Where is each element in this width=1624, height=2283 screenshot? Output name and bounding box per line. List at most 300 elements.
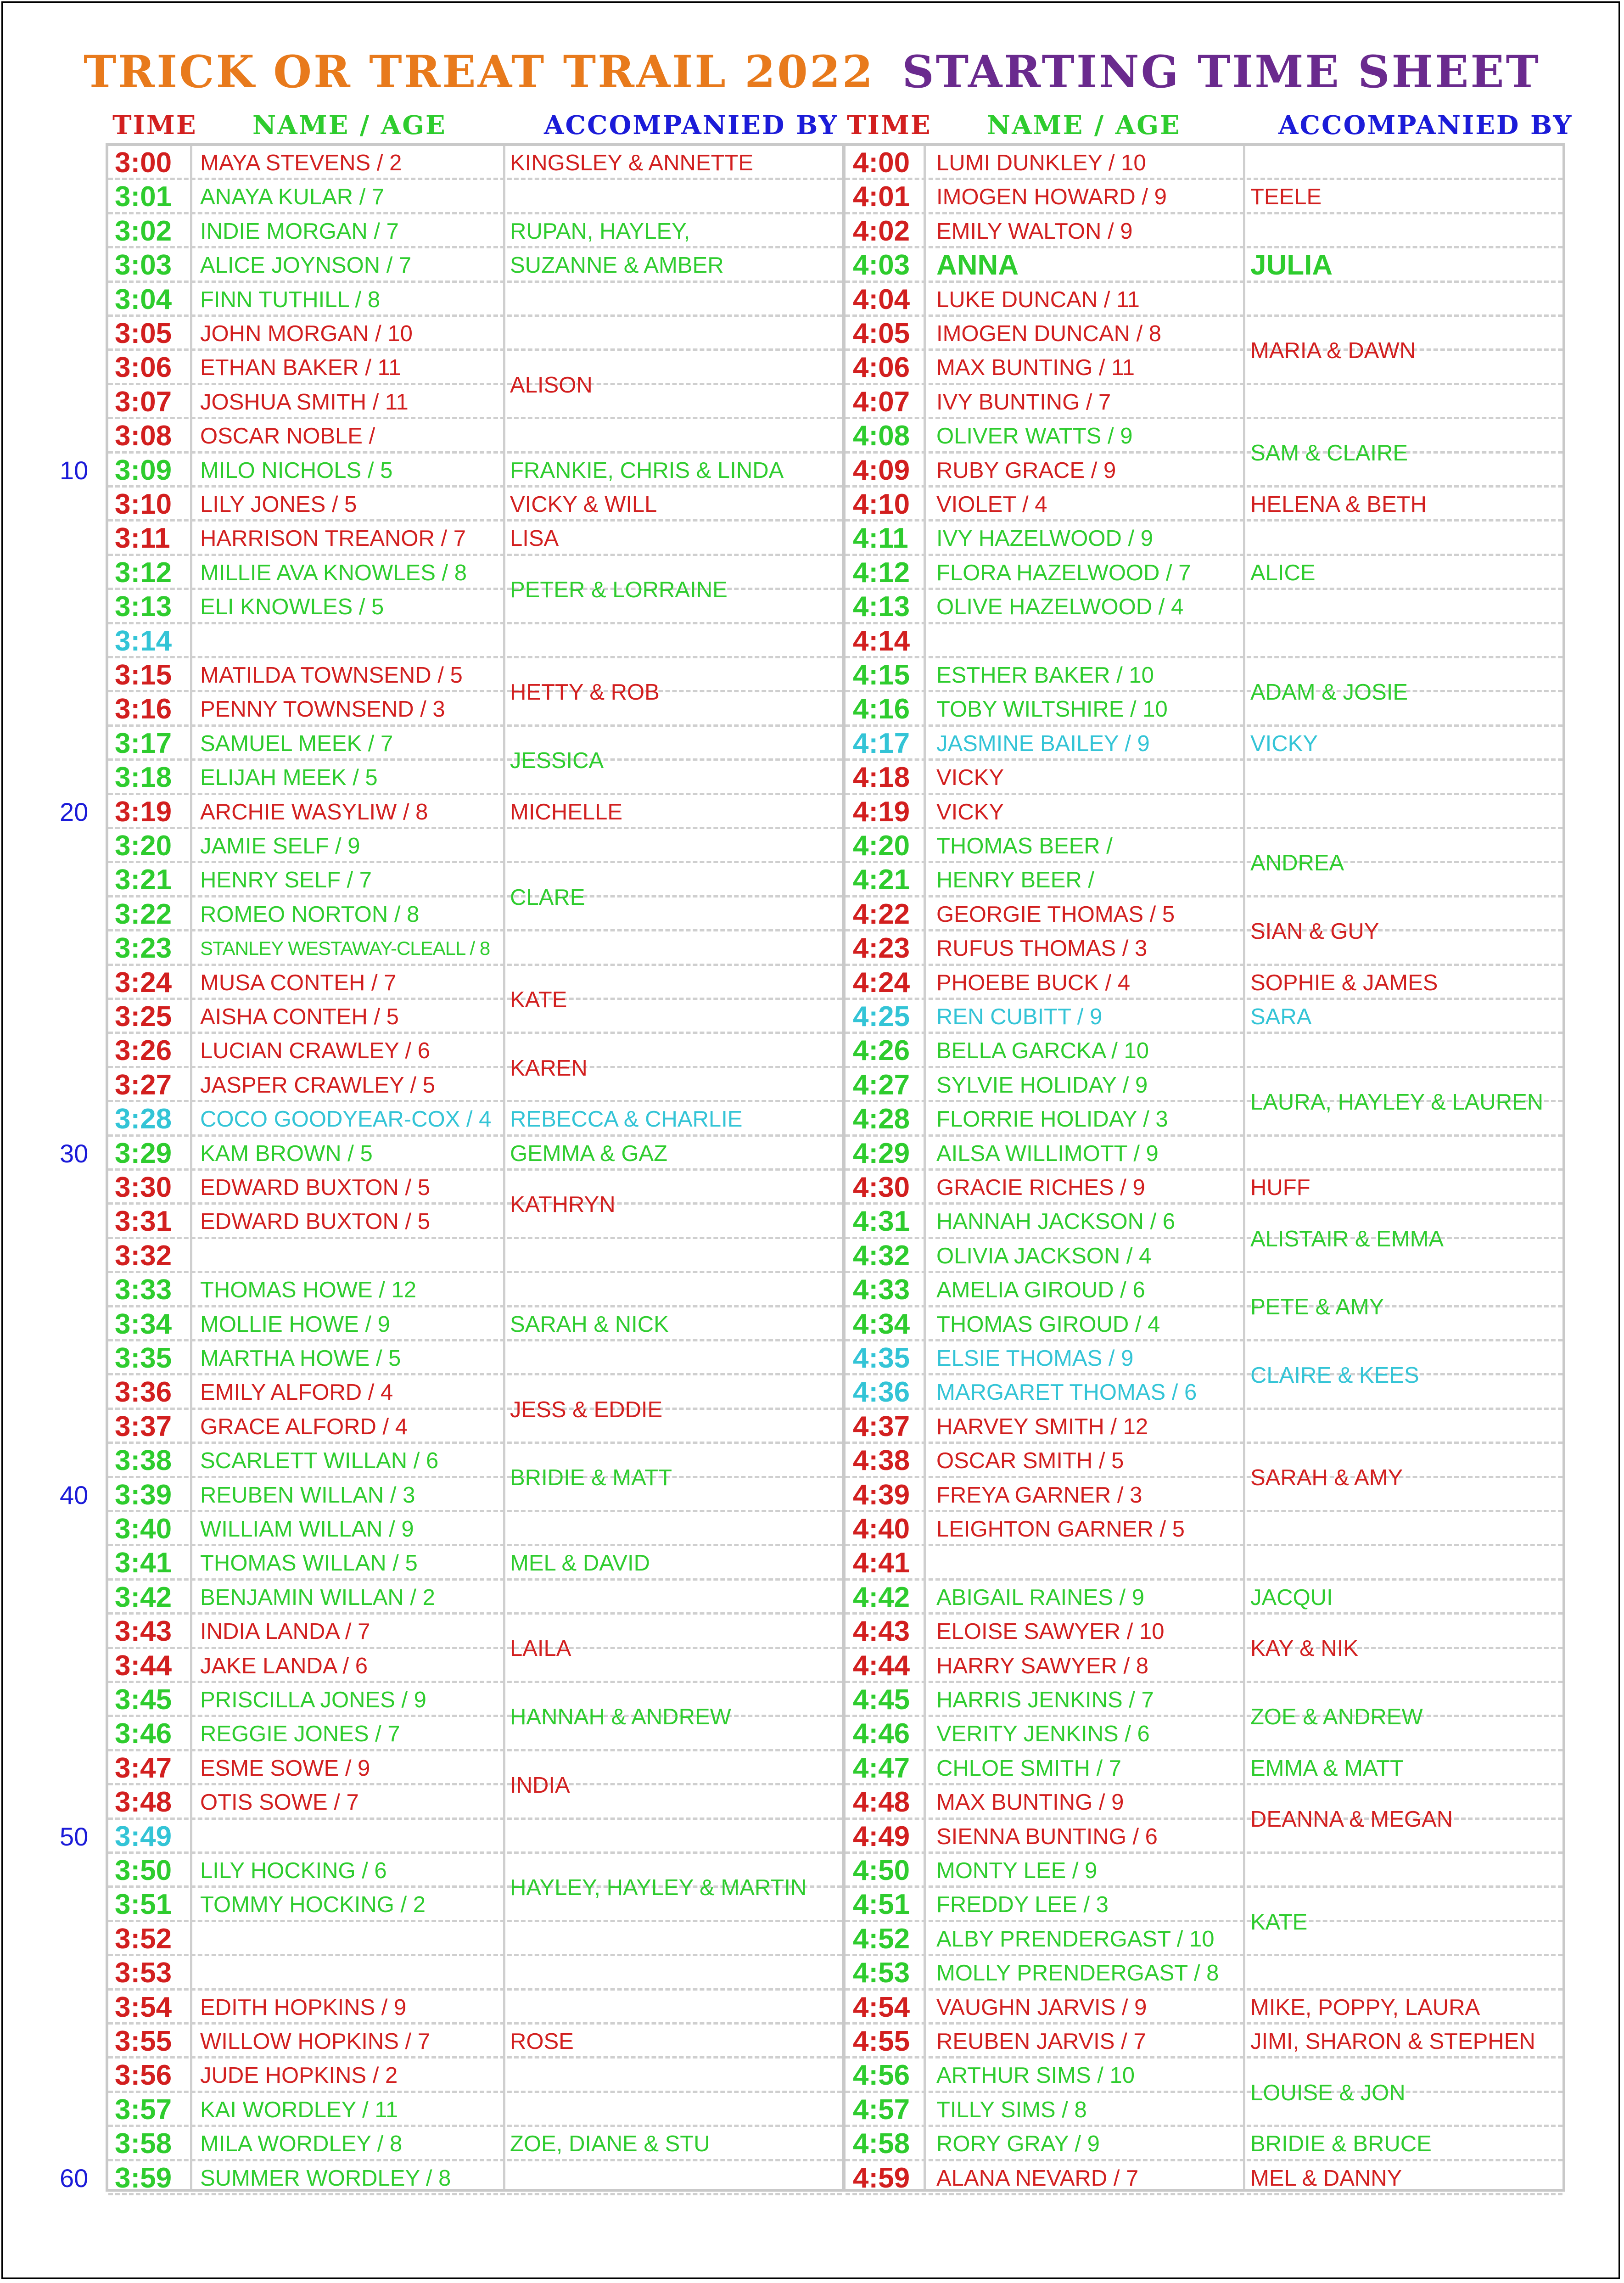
slot-time: 4:11 [853, 522, 908, 555]
slot-time: 3:44 [115, 1649, 172, 1682]
accompanied-by: KATE [1250, 1909, 1308, 1935]
child-name-age: HARRISON TREANOR / 7 [200, 526, 466, 551]
child-name-age: ARTHUR SIMS / 10 [936, 2063, 1135, 2088]
slot-time: 3:37 [115, 1410, 172, 1442]
child-name-age: BELLA GARCKA / 10 [936, 1038, 1149, 1064]
header-time-left: TIME [112, 110, 197, 140]
slot-time: 4:24 [853, 966, 910, 998]
slot-time: 4:54 [853, 1991, 910, 2023]
slot-time: 4:47 [853, 1752, 910, 1784]
accompanied-by: BRIDIE & BRUCE [1250, 2132, 1432, 2157]
slot-time: 3:29 [115, 1137, 172, 1169]
row-number: 10 [60, 455, 89, 485]
slot-time: 4:34 [853, 1308, 910, 1340]
accompanied-by: MEL & DAVID [510, 1551, 650, 1576]
child-name-age: GRACE ALFORD / 4 [200, 1414, 408, 1439]
accompanied-by: SARAH & NICK [510, 1312, 669, 1337]
accompanied-by: PETE & AMY [1250, 1295, 1384, 1320]
accompanied-by: PETER & LORRAINE [510, 578, 728, 602]
child-name-age: HENRY SELF / 7 [200, 868, 372, 893]
accompanied-by: FRANKIE, CHRIS & LINDA [510, 458, 784, 483]
slot-time: 3:31 [115, 1206, 172, 1238]
accompanied-by: ALICE [1250, 560, 1316, 585]
slot-time: 4:45 [853, 1684, 910, 1716]
slot-time: 4:48 [853, 1786, 910, 1818]
child-name-age: ETHAN BAKER / 11 [200, 355, 401, 381]
child-name-age: ELSIE THOMAS / 9 [936, 1346, 1134, 1371]
child-name-age: MOLLY PRENDERGAST / 8 [936, 1961, 1219, 1986]
slot-time: 4:49 [853, 1820, 910, 1852]
child-name-age: PRISCILLA JONES / 9 [200, 1688, 426, 1712]
slot-time: 4:50 [853, 1855, 910, 1886]
slot-time: 4:16 [853, 693, 910, 725]
accompanied-by: DEANNA & MEGAN [1250, 1807, 1453, 1832]
slot-time: 3:58 [115, 2128, 172, 2160]
header-accompanied-right: ACCOMPANIED BY [1278, 110, 1573, 140]
child-name-age: OLIVIA JACKSON / 4 [936, 1243, 1152, 1268]
slot-time: 4:33 [853, 1274, 910, 1306]
accompanied-by: HETTY & ROB [510, 680, 660, 705]
accompanied-by: HELENA & BETH [1250, 492, 1427, 517]
accompanied-by: KATE [510, 987, 567, 1012]
child-name-age: LILY JONES / 5 [200, 492, 357, 517]
slot-time: 4:35 [853, 1342, 910, 1374]
accompanied-by: JESS & EDDIE [510, 1397, 663, 1422]
child-name-age: ELOISE SAWYER / 10 [936, 1619, 1165, 1644]
child-name-age: IVY BUNTING / 7 [936, 389, 1111, 415]
slot-time: 4:19 [853, 796, 910, 828]
child-name-age: EDITH HOPKINS / 9 [200, 1995, 407, 2020]
slot-time: 3:49 [115, 1820, 172, 1852]
slot-time: 4:51 [853, 1889, 910, 1921]
child-name-age: OLIVER WATTS / 9 [936, 424, 1133, 449]
child-name-age: VAUGHN JARVIS / 9 [936, 1995, 1147, 2020]
accompanied-by: KAY & NIK [1250, 1636, 1359, 1661]
accompanied-by: KINGSLEY & ANNETTE [510, 151, 754, 175]
child-name-age: STANLEY WESTAWAY-CLEALL / 8 [200, 937, 490, 959]
child-name-age: EDWARD BUXTON / 5 [200, 1209, 430, 1234]
accompanied-by: CLAIRE & KEES [1250, 1363, 1419, 1388]
slot-time: 4:57 [853, 2093, 910, 2126]
slot-time: 3:52 [115, 1923, 172, 1955]
accompanied-by: LAILA [510, 1636, 571, 1661]
slot-time: 3:27 [115, 1069, 172, 1101]
slot-time: 4:18 [853, 762, 910, 794]
child-name-age: JASPER CRAWLEY / 5 [200, 1072, 435, 1098]
table-row [108, 1820, 842, 1854]
child-name-age: EDWARD BUXTON / 5 [200, 1175, 430, 1200]
child-name-age: FREYA GARNER / 3 [936, 1482, 1142, 1508]
child-name-age: LUCIAN CRAWLEY / 6 [200, 1038, 431, 1064]
slot-time: 3:42 [115, 1581, 172, 1613]
accompanied-by: GEMMA & GAZ [510, 1141, 668, 1166]
child-name-age: ELIJAH MEEK / 5 [200, 765, 378, 791]
slot-time: 4:56 [853, 2059, 910, 2092]
slot-time: 3:05 [115, 318, 172, 349]
child-name-age: SCARLETT WILLAN / 6 [200, 1448, 439, 1474]
child-name-age: FLORA HAZELWOOD / 7 [936, 560, 1191, 585]
slot-time: 3:47 [115, 1752, 172, 1784]
slot-time: 3:21 [115, 864, 172, 896]
slot-time: 4:21 [853, 864, 910, 896]
slot-time: 3:11 [115, 522, 170, 555]
child-name-age: HARVEY SMITH / 12 [936, 1414, 1148, 1439]
accompanied-by: TEELE [1250, 185, 1322, 210]
slot-time: 4:05 [853, 318, 910, 349]
slot-time: 4:09 [853, 454, 910, 486]
left-schedule-table [106, 143, 845, 2192]
accompanied-by: LISA [510, 526, 559, 551]
right-schedule-table [843, 143, 1565, 2192]
child-name-age: ALBY PRENDERGAST / 10 [936, 1926, 1215, 1952]
slot-time: 3:14 [115, 625, 172, 657]
child-name-age: OTIS SOWE / 7 [200, 1790, 359, 1815]
child-name-age: MATILDA TOWNSEND / 5 [200, 663, 463, 688]
accompanied-by: SOPHIE & JAMES [1250, 970, 1438, 995]
slot-time: 3:39 [115, 1479, 172, 1511]
row-number: 40 [60, 1480, 89, 1509]
slot-time: 3:50 [115, 1855, 172, 1886]
table-row [108, 624, 842, 658]
child-name-age: MAX BUNTING / 11 [936, 355, 1135, 381]
slot-time: 3:10 [115, 488, 172, 520]
slot-time: 4:15 [853, 659, 910, 691]
slot-time: 4:38 [853, 1445, 910, 1477]
slot-time: 4:31 [853, 1206, 910, 1238]
child-name-age: WILLOW HOPKINS / 7 [200, 2029, 430, 2054]
slot-time: 3:41 [115, 1547, 172, 1579]
row-number: 50 [60, 1822, 89, 1851]
title-part-1: TRICK OR TREAT TRAIL 2022 [83, 46, 875, 98]
child-name-age: INDIE MORGAN / 7 [200, 219, 399, 244]
accompanied-by: RUPAN, HAYLEY, [510, 219, 690, 244]
child-name-age: TILLY SIMS / 8 [936, 2097, 1087, 2122]
slot-time: 3:09 [115, 454, 172, 486]
child-name-age: JAKE LANDA / 6 [200, 1653, 368, 1678]
slot-time: 3:55 [115, 2025, 172, 2057]
child-name-age: ROMEO NORTON / 8 [200, 902, 420, 927]
accompanied-by: SAM & CLAIRE [1250, 441, 1408, 466]
slot-time: 3:16 [115, 693, 172, 725]
slot-time: 3:32 [115, 1240, 172, 1272]
child-name-age: PHOEBE BUCK / 4 [936, 970, 1131, 995]
child-name-age: ANAYA KULAR / 7 [200, 185, 385, 210]
accompanied-by: MARIA & DAWN [1250, 338, 1416, 364]
child-name-age: COCO GOODYEAR-COX / 4 [200, 1107, 492, 1132]
slot-time: 4:39 [853, 1479, 910, 1511]
slot-time: 4:27 [853, 1069, 910, 1101]
child-name-age: LILY HOCKING / 6 [200, 1858, 387, 1883]
child-name-age: REUBEN JARVIS / 7 [936, 2029, 1146, 2054]
accompanied-by: VICKY [1250, 731, 1318, 756]
accompanied-by: SARA [1250, 1004, 1312, 1029]
slot-time: 3:57 [115, 2093, 172, 2126]
slot-time: 3:45 [115, 1684, 172, 1716]
slot-time: 3:56 [115, 2059, 172, 2092]
accompanied-by: EMMA & MATT [1250, 1756, 1404, 1781]
slot-time: 4:12 [853, 556, 910, 589]
slot-time: 4:25 [853, 1001, 910, 1032]
slot-time: 3:15 [115, 659, 172, 691]
slot-time: 3:59 [115, 2162, 172, 2194]
accompanied-by: KATHRYN [510, 1192, 616, 1217]
header-name-right: NAME / AGE [987, 110, 1181, 140]
child-name-age: KAM BROWN / 5 [200, 1141, 373, 1166]
slot-time: 4:02 [853, 215, 910, 247]
slot-time: 3:01 [115, 181, 172, 213]
child-name-age: THOMAS HOWE / 12 [200, 1278, 417, 1303]
slot-time: 4:52 [853, 1923, 910, 1955]
child-name-age: MAX BUNTING / 9 [936, 1790, 1124, 1815]
slot-time: 3:13 [115, 591, 172, 623]
child-name-age: REGGIE JONES / 7 [200, 1722, 400, 1747]
child-name-age: HENRY BEER / [936, 868, 1095, 893]
child-name-age: SYLVIE HOLIDAY / 9 [936, 1072, 1148, 1098]
accompanied-by: ADAM & JOSIE [1250, 680, 1408, 705]
child-name-age: MOLLIE HOWE / 9 [200, 1312, 390, 1337]
accompanied-by: ZOE & ANDREW [1250, 1705, 1423, 1730]
child-name-age: MONTY LEE / 9 [936, 1858, 1098, 1883]
table-row [846, 624, 1562, 658]
slot-time: 4:46 [853, 1718, 910, 1750]
child-name-age: HANNAH JACKSON / 6 [936, 1209, 1176, 1234]
child-name-age: RORY GRAY / 9 [936, 2132, 1100, 2157]
accompanied-by: LAURA, HAYLEY & LAUREN [1250, 1090, 1544, 1115]
slot-time: 3:17 [115, 727, 172, 759]
slot-time: 3:30 [115, 1172, 172, 1203]
slot-time: 4:14 [853, 625, 910, 657]
child-name-age: EMILY ALFORD / 4 [200, 1380, 393, 1405]
slot-time: 3:35 [115, 1342, 172, 1374]
child-name-age: IMOGEN DUNCAN / 8 [936, 321, 1162, 346]
header-time-right: TIME [847, 110, 932, 140]
slot-time: 4:23 [853, 932, 910, 965]
child-name-age: LUMI DUNKLEY / 10 [936, 151, 1146, 175]
slot-time: 3:07 [115, 386, 172, 418]
slot-time: 3:06 [115, 352, 172, 384]
child-name-age: ELI KNOWLES / 5 [200, 595, 384, 620]
slot-time: 4:01 [853, 181, 910, 213]
slot-time: 3:46 [115, 1718, 172, 1750]
child-name-age: MUSA CONTEH / 7 [200, 970, 397, 995]
child-name-age: VERITY JENKINS / 6 [936, 1722, 1150, 1747]
child-name-age: HARRIS JENKINS / 7 [936, 1688, 1154, 1712]
slot-time: 3:33 [115, 1274, 172, 1306]
slot-time: 3:43 [115, 1615, 172, 1648]
child-name-age: TOBY WILTSHIRE / 10 [936, 697, 1168, 722]
slot-time: 3:18 [115, 762, 172, 794]
slot-time: 4:58 [853, 2128, 910, 2160]
slot-time: 3:25 [115, 1001, 172, 1032]
slot-time: 4:29 [853, 1137, 910, 1169]
child-name-age: THOMAS BEER / [936, 834, 1113, 858]
child-name-age: ANNA [936, 249, 1019, 281]
child-name-age: FINN TUTHILL / 8 [200, 287, 381, 312]
child-name-age: HARRY SAWYER / 8 [936, 1653, 1149, 1678]
slot-time: 4:42 [853, 1581, 910, 1613]
row-number: 20 [60, 797, 89, 826]
accompanied-by: JACQUI [1250, 1585, 1333, 1610]
page-title [0, 46, 1624, 98]
child-name-age: LUKE DUNCAN / 11 [936, 287, 1140, 312]
child-name-age: AMELIA GIROUD / 6 [936, 1278, 1145, 1303]
slot-time: 3:03 [115, 249, 172, 281]
slot-time: 3:02 [115, 215, 172, 247]
child-name-age: JOHN MORGAN / 10 [200, 321, 413, 346]
accompanied-by: JIMI, SHARON & STEPHEN [1250, 2029, 1535, 2054]
child-name-age: THOMAS WILLAN / 5 [200, 1551, 418, 1576]
slot-time: 3:08 [115, 420, 172, 452]
child-name-age: RUBY GRACE / 9 [936, 458, 1116, 483]
child-name-age: MARGARET THOMAS / 6 [936, 1380, 1197, 1405]
accompanied-by: INDIA [510, 1773, 570, 1798]
slot-time: 4:53 [853, 1957, 910, 1989]
child-name-age: TOMMY HOCKING / 2 [200, 1892, 426, 1918]
slot-time: 3:00 [115, 147, 172, 179]
slot-time: 3:19 [115, 796, 172, 828]
accompanied-by: VICKY & WILL [510, 492, 657, 517]
child-name-age: JOSHUA SMITH / 11 [200, 389, 409, 415]
slot-time: 3:24 [115, 966, 172, 998]
slot-time: 3:12 [115, 556, 172, 589]
child-name-age: LEIGHTON GARNER / 5 [936, 1517, 1185, 1542]
child-name-age: REN CUBITT / 9 [936, 1004, 1103, 1029]
slot-time: 4:13 [853, 591, 910, 623]
child-name-age: OSCAR NOBLE / [200, 424, 375, 449]
accompanied-by: SUZANNE & AMBER [510, 253, 724, 278]
slot-time: 4:08 [853, 420, 910, 452]
child-name-age: RUFUS THOMAS / 3 [936, 936, 1148, 961]
child-name-age: ESME SOWE / 9 [200, 1756, 370, 1781]
slot-time: 4:37 [853, 1410, 910, 1442]
child-name-age: SIENNA BUNTING / 6 [936, 1824, 1158, 1849]
row-number: 30 [60, 1139, 89, 1168]
accompanied-by: JESSICA [510, 748, 604, 773]
child-name-age: AILSA WILLIMOTT / 9 [936, 1141, 1159, 1166]
child-name-age: BENJAMIN WILLAN / 2 [200, 1585, 435, 1610]
slot-time: 3:34 [115, 1308, 172, 1340]
child-name-age: ALANA NEVARD / 7 [936, 2165, 1139, 2191]
accompanied-by: HAYLEY, HAYLEY & MARTIN [510, 1875, 807, 1901]
slot-time: 4:04 [853, 283, 910, 315]
child-name-age: IMOGEN HOWARD / 9 [936, 185, 1167, 210]
slot-time: 4:32 [853, 1240, 910, 1272]
accompanied-by: JULIA [1250, 249, 1333, 281]
slot-time: 3:23 [115, 932, 172, 965]
child-name-age: JUDE HOPKINS / 2 [200, 2063, 398, 2088]
accompanied-by: ALISON [510, 372, 593, 398]
slot-time: 3:22 [115, 898, 172, 930]
child-name-age: REUBEN WILLAN / 3 [200, 1482, 415, 1508]
accompanied-by: HANNAH & ANDREW [510, 1705, 731, 1730]
child-name-age: WILLIAM WILLAN / 9 [200, 1517, 414, 1542]
child-name-age: MARTHA HOWE / 5 [200, 1346, 401, 1371]
slot-time: 4:55 [853, 2025, 910, 2057]
slot-time: 3:20 [115, 830, 172, 862]
child-name-age: KAI WORDLEY / 11 [200, 2097, 398, 2122]
child-name-age: MAYA STEVENS / 2 [200, 151, 402, 175]
table-row [108, 1239, 842, 1273]
child-name-age: OLIVE HAZELWOOD / 4 [936, 595, 1184, 620]
slot-time: 4:10 [853, 488, 910, 520]
child-name-age: VICKY [936, 765, 1004, 791]
child-name-age: FREDDY LEE / 3 [936, 1892, 1109, 1918]
slot-time: 3:53 [115, 1957, 172, 1989]
accompanied-by: BRIDIE & MATT [510, 1465, 672, 1491]
slot-time: 3:51 [115, 1889, 172, 1921]
child-name-age: INDIA LANDA / 7 [200, 1619, 370, 1644]
accompanied-by: REBECCA & CHARLIE [510, 1107, 743, 1132]
slot-time: 4:59 [853, 2162, 910, 2194]
row-number: 60 [60, 2163, 89, 2193]
slot-time: 4:22 [853, 898, 910, 930]
child-name-age: ESTHER BAKER / 10 [936, 663, 1154, 688]
slot-time: 4:26 [853, 1035, 910, 1067]
slot-time: 3:54 [115, 1991, 172, 2023]
accompanied-by: HUFF [1250, 1175, 1310, 1200]
child-name-age: IVY HAZELWOOD / 9 [936, 526, 1153, 551]
child-name-age: JASMINE BAILEY / 9 [936, 731, 1150, 756]
accompanied-by: KAREN [510, 1055, 588, 1081]
child-name-age: GRACIE RICHES / 9 [936, 1175, 1145, 1200]
accompanied-by: LOUISE & JON [1250, 2080, 1406, 2105]
child-name-age: AISHA CONTEH / 5 [200, 1004, 399, 1029]
child-name-age: THOMAS GIROUD / 4 [936, 1312, 1160, 1337]
slot-time: 3:38 [115, 1445, 172, 1477]
child-name-age: JAMIE SELF / 9 [200, 834, 360, 858]
slot-time: 4:41 [853, 1547, 910, 1579]
accompanied-by: SIAN & GUY [1250, 919, 1379, 944]
accompanied-by: ROSE [510, 2029, 574, 2054]
child-name-age: SAMUEL MEEK / 7 [200, 731, 393, 756]
child-name-age: SUMMER WORDLEY / 8 [200, 2165, 451, 2191]
slot-time: 4:28 [853, 1103, 910, 1135]
child-name-age: MILO NICHOLS / 5 [200, 458, 393, 483]
accompanied-by: MEL & DANNY [1250, 2165, 1402, 2191]
slot-time: 3:48 [115, 1786, 172, 1818]
slot-time: 4:30 [853, 1172, 910, 1203]
table-row [108, 1922, 842, 1956]
child-name-age: CHLOE SMITH / 7 [936, 1756, 1121, 1781]
accompanied-by: ZOE, DIANE & STU [510, 2132, 710, 2157]
child-name-age: VICKY [936, 799, 1004, 825]
slot-time: 4:17 [853, 727, 910, 759]
slot-time: 3:40 [115, 1513, 172, 1545]
child-name-age: EMILY WALTON / 9 [936, 219, 1133, 244]
slot-time: 4:36 [853, 1376, 910, 1408]
accompanied-by: CLARE [510, 885, 585, 910]
slot-time: 3:28 [115, 1103, 172, 1135]
slot-time: 4:03 [853, 249, 910, 281]
header-accompanied-left: ACCOMPANIED BY [544, 110, 839, 140]
slot-time: 3:36 [115, 1376, 172, 1408]
slot-time: 4:40 [853, 1513, 910, 1545]
slot-time: 4:06 [853, 352, 910, 384]
slot-time: 4:00 [853, 147, 910, 179]
child-name-age: OSCAR SMITH / 5 [936, 1448, 1124, 1474]
accompanied-by: MIKE, POPPY, LAURA [1250, 1995, 1480, 2020]
accompanied-by: ANDREA [1250, 851, 1344, 876]
slot-time: 4:44 [853, 1649, 910, 1682]
child-name-age: VIOLET / 4 [936, 492, 1047, 517]
header-name-left: NAME / AGE [252, 110, 447, 140]
child-name-age: MILA WORDLEY / 8 [200, 2132, 403, 2157]
child-name-age: ARCHIE WASYLIW / 8 [200, 799, 428, 825]
slot-time: 4:07 [853, 386, 910, 418]
accompanied-by: SARAH & AMY [1250, 1465, 1403, 1491]
slot-time: 3:04 [115, 283, 172, 315]
child-name-age: GEORGIE THOMAS / 5 [936, 902, 1175, 927]
